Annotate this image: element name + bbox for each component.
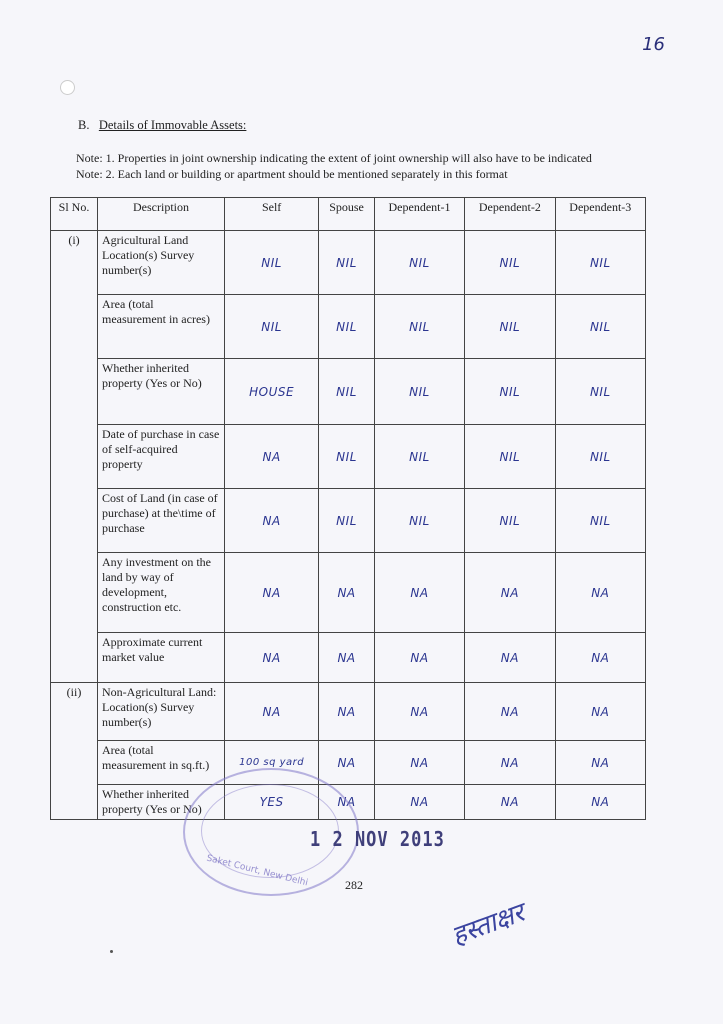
row-description: Cost of Land (in case of purchase) at the\time of purchase xyxy=(98,489,225,553)
header-dependent-1: Dependent-1 xyxy=(374,198,464,231)
value-self: NA xyxy=(225,553,319,633)
header-sl: Sl No. xyxy=(51,198,98,231)
header-spouse: Spouse xyxy=(319,198,375,231)
sl-blank xyxy=(51,741,98,785)
row-description: Whether inherited property (Yes or No) xyxy=(98,359,225,425)
value-dependent-1: NIL xyxy=(374,231,464,295)
sl-number: (i) xyxy=(51,231,98,295)
value-spouse: NA xyxy=(319,553,375,633)
punch-hole xyxy=(60,80,75,95)
value-dependent-1: NIL xyxy=(374,359,464,425)
date-stamp: 1 2 NOV 2013 xyxy=(310,828,445,852)
value-dependent-3: NA xyxy=(555,785,645,820)
sl-blank xyxy=(51,489,98,553)
value-dependent-2: NA xyxy=(465,553,555,633)
sl-blank xyxy=(51,359,98,425)
value-self: YES xyxy=(225,785,319,820)
value-dependent-1: NA xyxy=(374,553,464,633)
immovable-assets-table xyxy=(50,197,646,820)
value-dependent-2: NIL xyxy=(465,425,555,489)
handwritten-signature: हस्ताक्षर xyxy=(447,897,529,952)
table-row xyxy=(51,683,646,741)
header-dependent-3: Dependent-3 xyxy=(555,198,645,231)
value-self: NIL xyxy=(225,295,319,359)
table-row xyxy=(51,489,646,553)
value-dependent-2: NIL xyxy=(465,231,555,295)
seal-text: Saket Court, New Delhi xyxy=(205,853,309,889)
row-description: Area (total measurement in acres) xyxy=(98,295,225,359)
note-2: Note: 2. Each land or building or apartment should be mentioned separately in this format xyxy=(76,167,508,181)
value-spouse: NA xyxy=(319,633,375,683)
row-description: Date of purchase in case of self-acquired property xyxy=(98,425,225,489)
value-dependent-1: NA xyxy=(374,785,464,820)
value-dependent-2: NIL xyxy=(465,489,555,553)
row-description: Any investment on the land by way of development, construction etc. xyxy=(98,553,225,633)
value-self: NA xyxy=(225,683,319,741)
value-self: NA xyxy=(225,425,319,489)
value-dependent-1: NA xyxy=(374,633,464,683)
row-description: Area (total measurement in sq.ft.) xyxy=(98,741,225,785)
value-dependent-2: NIL xyxy=(465,295,555,359)
value-dependent-3: NIL xyxy=(555,231,645,295)
value-self: HOUSE xyxy=(225,359,319,425)
section-heading: Details of Immovable Assets: xyxy=(98,118,247,132)
sl-number: (ii) xyxy=(51,683,98,741)
header-description: Description xyxy=(98,198,225,231)
value-dependent-3: NA xyxy=(555,741,645,785)
value-dependent-1: NIL xyxy=(374,295,464,359)
section-title xyxy=(78,118,246,133)
value-dependent-3: NA xyxy=(555,553,645,633)
sl-blank xyxy=(51,633,98,683)
page-mark: 16 xyxy=(642,34,665,55)
page-number: 282 xyxy=(345,878,363,892)
value-spouse: NIL xyxy=(319,231,375,295)
table-row xyxy=(51,359,646,425)
row-description: Approximate current market value xyxy=(98,633,225,683)
table-row xyxy=(51,231,646,295)
value-spouse: NA xyxy=(319,683,375,741)
row-description: Agricultural Land Location(s) Survey number(s) xyxy=(98,231,225,295)
header-self: Self xyxy=(225,198,319,231)
value-dependent-2: NA xyxy=(465,785,555,820)
table-row xyxy=(51,295,646,359)
value-dependent-2: NA xyxy=(465,683,555,741)
value-dependent-3: NIL xyxy=(555,359,645,425)
value-spouse: NA xyxy=(319,785,375,820)
value-dependent-3: NIL xyxy=(555,295,645,359)
header-dependent-2: Dependent-2 xyxy=(465,198,555,231)
value-dependent-1: NA xyxy=(374,683,464,741)
value-spouse: NIL xyxy=(319,359,375,425)
value-self: 100 sq yard xyxy=(225,741,319,785)
value-self: NA xyxy=(225,633,319,683)
value-spouse: NIL xyxy=(319,295,375,359)
sl-blank xyxy=(51,295,98,359)
sl-blank xyxy=(51,553,98,633)
note-1: Note: 1. Properties in joint ownership indicating the extent of joint ownership will also have to be indicated xyxy=(76,151,592,165)
row-description: Whether inherited property (Yes or No) xyxy=(98,785,225,820)
notes xyxy=(76,150,592,182)
table-header-row xyxy=(51,198,646,231)
sl-blank xyxy=(51,785,98,820)
row-description: Non-Agricultural Land: Location(s) Survey number(s) xyxy=(98,683,225,741)
value-dependent-1: NA xyxy=(374,741,464,785)
sl-blank xyxy=(51,425,98,489)
speck xyxy=(110,950,113,953)
value-self: NIL xyxy=(225,231,319,295)
value-dependent-3: NIL xyxy=(555,489,645,553)
section-letter: B. xyxy=(78,118,90,132)
table-row xyxy=(51,425,646,489)
value-dependent-2: NIL xyxy=(465,359,555,425)
value-dependent-3: NA xyxy=(555,683,645,741)
value-self: NA xyxy=(225,489,319,553)
value-spouse: NA xyxy=(319,741,375,785)
value-dependent-2: NA xyxy=(465,633,555,683)
value-spouse: NIL xyxy=(319,425,375,489)
value-dependent-1: NIL xyxy=(374,489,464,553)
table-row xyxy=(51,741,646,785)
value-dependent-3: NA xyxy=(555,633,645,683)
value-dependent-2: NA xyxy=(465,741,555,785)
table-row xyxy=(51,553,646,633)
table-row xyxy=(51,633,646,683)
value-dependent-3: NIL xyxy=(555,425,645,489)
value-spouse: NIL xyxy=(319,489,375,553)
value-dependent-1: NIL xyxy=(374,425,464,489)
